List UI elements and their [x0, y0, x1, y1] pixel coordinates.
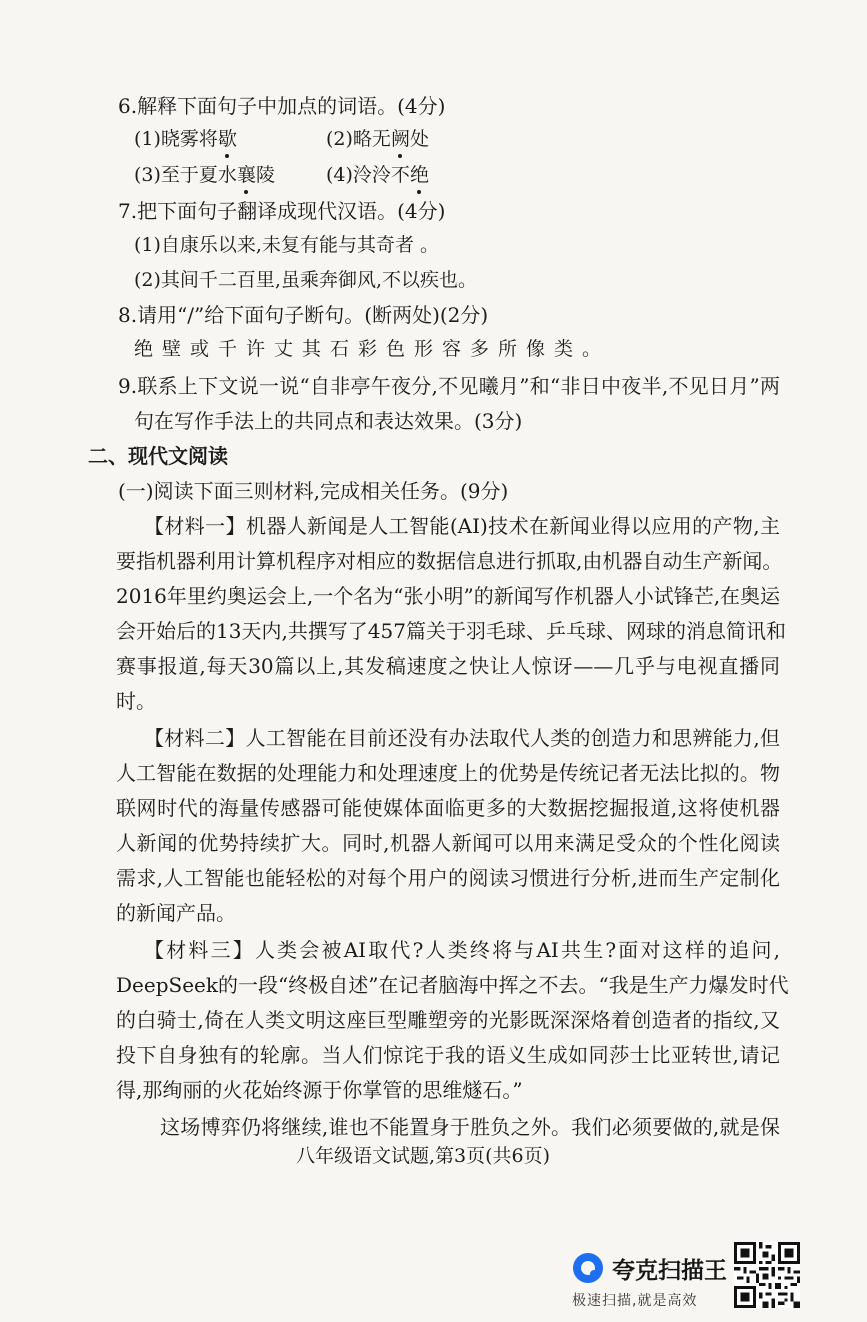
material-3-line-text: 投下自身独有的轮廓。当人们惊诧于我的语义生成如同莎士比亚转世,请记: [116, 1043, 780, 1067]
material-3-line-text: 的白骑士,倚在人类文明这座巨型雕塑旁的光影既深深烙着创造者的指纹,又: [116, 1008, 780, 1032]
material-3-line: [116, 973, 789, 997]
material-3-line-text: DeepSeek的一段“终极自述”在记者脑海中挥之不去。“我是生产力爆发时代: [116, 973, 789, 997]
q6-item-4-text: 泠泠不: [352, 164, 410, 186]
q7-title: 7.把下面句子翻译成现代汉语。(4分): [118, 199, 446, 223]
material-2-line-text: 需求,人工智能也能轻松的对每个用户的阅读习惯进行分析,进而生产定制化: [116, 866, 780, 890]
material-1-line: [144, 516, 780, 536]
q9-line-1: [118, 376, 780, 396]
material-2-line: [116, 833, 780, 853]
material-1-line: [116, 586, 780, 606]
material-3-line: [116, 1045, 780, 1065]
q6-item-2-text: 略无: [352, 128, 391, 150]
q6-item-2-text-end: 处: [409, 128, 429, 150]
q6-item-3-num: (3): [134, 164, 161, 186]
section-2-intro: (一)阅读下面三则材料,完成相关任务。(9分): [118, 479, 509, 503]
material-2-line-text: 人新闻的优势持续扩大。同时,机器人新闻可以用来满足受众的个性化阅读: [116, 831, 780, 855]
material-1-line: [116, 549, 783, 573]
q9-line-1-text: 9.联系上下文说一说“自非亭午夜分,不见曦月”和“非日中夜半,不见日月”两: [118, 374, 780, 398]
material-1-line: [116, 656, 780, 676]
material-3-line: [144, 940, 780, 960]
q6-item-1-text: 晓雾将: [160, 128, 218, 150]
qr-code-icon[interactable]: [734, 1242, 800, 1308]
q6-item-3-text-end: 陵: [255, 164, 275, 186]
material-2-line-text: 【材料二】人工智能在目前还没有办法取代人类的创造力和思辨能力,但: [144, 726, 780, 750]
material-1-line-text: 2016年里约奥运会上,一个名为“张小明”的新闻写作机器人小试锋芒,在奥运: [116, 584, 781, 608]
material-3-line: [116, 1010, 780, 1030]
material-2-line-text: 人工智能在数据的处理能力和处理速度上的优势是传统记者无法比拟的。物: [116, 761, 780, 785]
material-1-line-text: 要指机器利用计算机程序对相应的数据信息进行抓取,由机器自动生产新闻。: [116, 549, 783, 573]
material-2-line-text: 联网时代的海量传感器可能使媒体面临更多的大数据挖掘报道,这将使机器: [116, 796, 780, 820]
material-2-line: [116, 763, 780, 783]
material-1-line: 时。: [116, 689, 156, 713]
q6-item-3-dotted-word: 襄: [236, 164, 256, 186]
material-2-line: [116, 868, 780, 888]
q6-item-1-dotted-word: 歇: [217, 128, 237, 150]
q8-sentence: 绝壁或千许丈其石彩色形容多所像类。: [134, 338, 611, 360]
q6-item-3: [134, 166, 275, 185]
q6-item-2: [326, 130, 429, 149]
brand-tagline: 极速扫描,就是高效: [572, 1293, 698, 1309]
material-1-line: [116, 619, 786, 643]
material-2-line: [144, 728, 780, 748]
q6-item-4-dotted-word: 绝: [409, 164, 429, 186]
quark-logo-icon: [572, 1252, 604, 1284]
q6-title: 6.解释下面句子中加点的词语。(4分): [118, 94, 446, 118]
q7-item-1: (1)自康乐以来,未复有能与其奇者 。: [134, 234, 439, 256]
material-1-line-text: 【材料一】机器人新闻是人工智能(AI)技术在新闻业得以应用的产物,主: [144, 514, 780, 538]
q6-item-1: [134, 130, 237, 149]
q6-item-3-text: 至于夏水: [160, 164, 237, 186]
closing-line: [160, 1117, 780, 1137]
section-2-heading: 二、现代文阅读: [88, 444, 228, 468]
material-3-line-text: 【材料三】人类会被AI取代?人类终将与AI共生?面对这样的追问,: [144, 938, 780, 962]
page-footer: 八年级语文试题,第3页(共6页): [296, 1145, 551, 1167]
q7-item-2: (2)其间千二百里,虽乘奔御风,不以疾也。: [134, 269, 477, 291]
q8-title: 8.请用“/”给下面句子断句。(断两处)(2分): [118, 303, 489, 327]
q6-item-2-dotted-word: 阙: [390, 128, 410, 150]
q6-item-1-num: (1): [134, 128, 161, 150]
material-3-line: 得,那绚丽的火花始终源于你掌管的思维燧石。”: [116, 1078, 523, 1102]
q9-line-2: 句在写作手法上的共同点和表达效果。(3分): [134, 409, 523, 433]
q6-item-4: [326, 166, 429, 185]
q6-item-2-num: (2): [326, 128, 353, 150]
material-2-line: [116, 798, 780, 818]
q6-item-4-num: (4): [326, 164, 353, 186]
brand-name: 夸克扫描王: [612, 1258, 727, 1284]
material-2-line: 的新闻产品。: [116, 901, 236, 925]
material-1-line-text: 赛事报道,每天30篇以上,其发稿速度之快让人惊讶——几乎与电视直播同: [116, 654, 780, 678]
closing-line-text: 这场博弈仍将继续,谁也不能置身于胜负之外。我们必须要做的,就是保: [160, 1115, 780, 1139]
material-1-line-text: 会开始后的13天内,共撰写了457篇关于羽毛球、乒乓球、网球的消息简讯和: [116, 619, 786, 643]
